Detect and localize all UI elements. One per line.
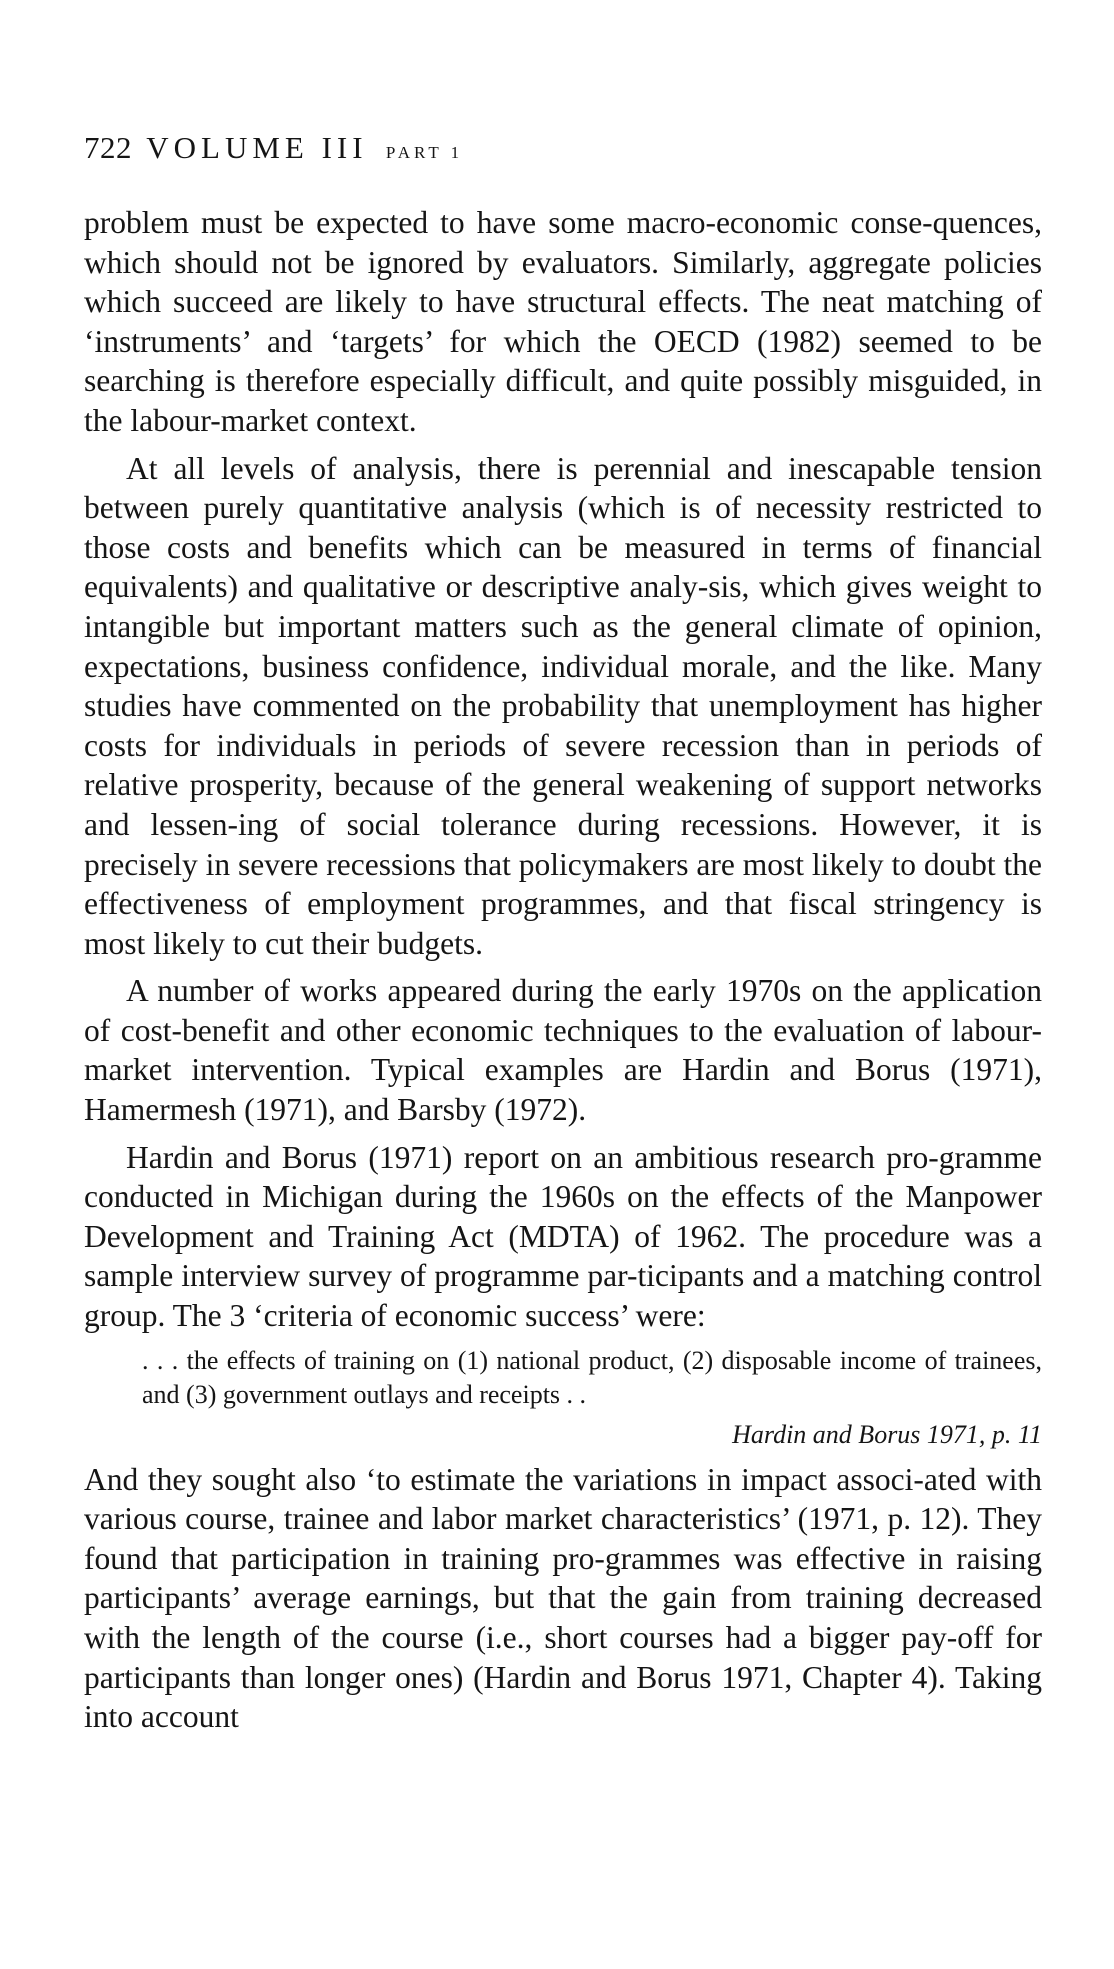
- page-number: 722: [84, 130, 132, 165]
- block-quote: . . . the effects of training on (1) national product, (2) disposable income of trainees, and (3) government outlays and receipts . .: [142, 1345, 1042, 1409]
- part-label: PART 1: [385, 143, 464, 162]
- paragraph-3: A number of works appeared during the early 1970s on the application of cost-benefit and other economic techniques to the evaluation of labour-market intervention. Typical examples are Hardin and Borus (1971), Hamermesh (1971), and Barsby (1972).: [84, 973, 1042, 1128]
- paragraph-4: Hardin and Borus (1971) report on an ambitious research pro-gramme conducted in Michigan during the 1960s on the effects of the Manpower Development and Training Act (MDTA) of 1962. The procedure was a sample interview survey of programme par-ticipants and a matching control group. The 3 ‘criteria of economic success’ were:: [84, 1139, 1042, 1334]
- running-head: [84, 128, 1042, 173]
- paragraph-2: At all levels of analysis, there is perennial and inescapable tension between purely quantitative analysis (which is of necessity restricted to those costs and benefits which can be measured in terms of financial equivalents) and qualitative or descriptive analy-sis, which gives weight to intangible but important matters such as the general climate of opinion, expectations, business confidence, individual morale, and the like. Many studies have commented on the probability that unemployment has higher costs for individuals in periods of severe recession than in periods of relative prosperity, because of the general weakening of support networks and lessen-ing of social tolerance during recessions. However, it is precisely in severe recessions that policymakers are most likely to doubt the effectiveness of employment programmes, and that fiscal stringency is most likely to cut their budgets.: [84, 450, 1042, 961]
- page: [84, 128, 1042, 1745]
- paragraph-5: And they sought also ‘to estimate the variations in impact associ-ated with various course, trainee and labor market characteristics’ (1971, p. 12). They found that participation in training pro-grammes was effective in raising participants’ average earnings, but that the gain from training decreased with the length of the course (i.e., short courses had a bigger pay-off for participants than longer ones) (Hardin and Borus 1971, Chapter 4). Taking into account: [84, 1461, 1042, 1735]
- quote-citation: Hardin and Borus 1971, p. 11: [732, 1419, 1042, 1449]
- volume-label: VOLUME III: [146, 130, 368, 165]
- paragraph-1: problem must be expected to have some macro-economic conse-quences, which should not be ignored by evaluators. Similarly, aggregate policies which succeed are likely to have structural effects. The neat matching of ‘instruments’ and ‘targets’ for which the OECD (1982) seemed to be searching is therefore especially difficult, and quite possibly misguided, in the labour-market context.: [84, 205, 1042, 438]
